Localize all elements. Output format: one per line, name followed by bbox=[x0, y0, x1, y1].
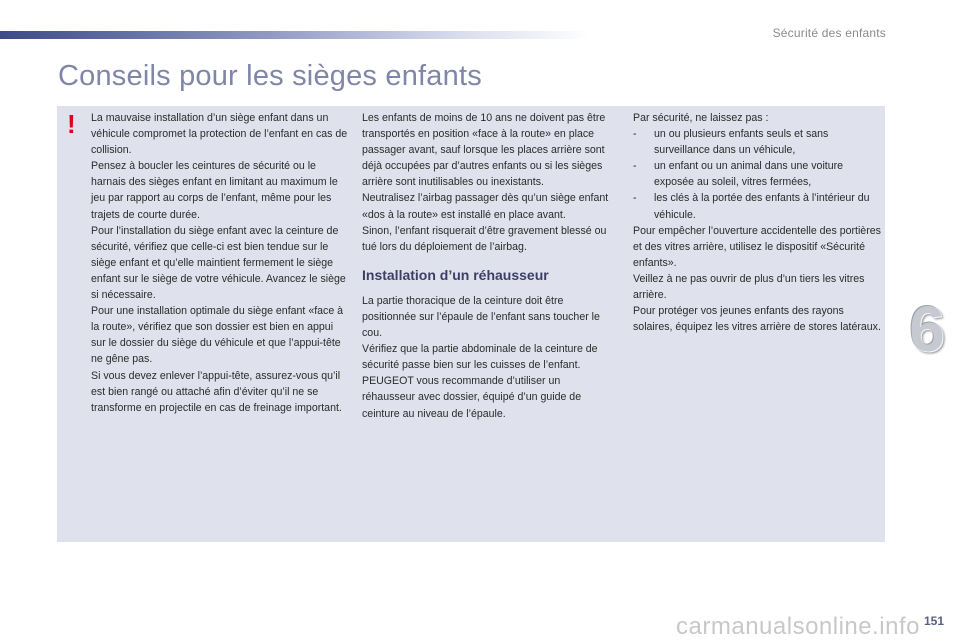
list-marker: - bbox=[633, 160, 637, 173]
warning-icon: ! bbox=[67, 109, 76, 139]
chapter-number: 6 bbox=[909, 293, 945, 365]
paragraph: Sinon, l’enfant risquerait d’être gravement blessé ou tué lors du déploiement de l’airbag. bbox=[362, 224, 607, 253]
list-intro: Par sécurité, ne laissez pas : bbox=[633, 112, 769, 124]
header-accent-bar bbox=[0, 31, 590, 39]
section-title: Sécurité des enfants bbox=[772, 26, 886, 40]
paragraph: Les enfants de moins de 10 ans ne doivent pas être transportés en position «face à la route» en place passager avant, sauf lorsque les places arrière sont déjà occupées par d’autres enfants ou si les sièges arrière sont inutilisables ou inexistants. bbox=[362, 112, 606, 189]
paragraph: Neutralisez l’airbag passager dès qu’un siège enfant «dos à la route» est installé en place avant. bbox=[362, 192, 609, 221]
column-front-seat-text bbox=[362, 110, 612, 422]
watermark: carmanualsonline.info bbox=[676, 613, 920, 640]
paragraph: Pour protéger vos jeunes enfants des rayons solaires, équipez les vitres arrière de stores latéraux. bbox=[633, 305, 881, 334]
paragraph: Pour empêcher l’ouverture accidentelle des portières et des vitres arrière, utilisez le dispositif «Sécurité enfants». bbox=[633, 224, 881, 269]
paragraph: Vérifiez que la partie abdominale de la ceinture de sécurité passe bien sur les cuisses de l’enfant. bbox=[362, 343, 598, 372]
page-title: Conseils pour les sièges enfants bbox=[58, 60, 482, 92]
paragraph: Veillez à ne pas ouvrir de plus d’un tiers les vitres arrière. bbox=[633, 272, 865, 302]
page-number: 151 bbox=[923, 614, 944, 628]
list-item-text: un ou plusieurs enfants seuls et sans surveillance dans un véhicule, bbox=[654, 128, 829, 157]
list-item-text: un enfant ou un animal dans une voiture exposée au soleil, vitres fermées, bbox=[654, 160, 844, 189]
list-marker: - bbox=[633, 128, 637, 141]
column-warning-text bbox=[91, 110, 349, 416]
paragraph: Pensez à boucler les ceintures de sécurité ou le harnais des sièges enfant en limitant au maximum le jeu par rapport au corps de l’enfant, même pour les trajets de courte durée. bbox=[91, 160, 338, 221]
paragraph: Si vous devez enlever l’appui-tête, assurez-vous qu’il est bien rangé ou attaché afin d’éviter qu’il ne se transforme en projectile en cas de freinage important. bbox=[91, 369, 342, 414]
paragraph: Pour l’installation du siège enfant avec la ceinture de sécurité, vérifiez que celle-ci est bien tendue sur le siège enfant et qu’elle maintient fermement le siège enfant sur le siège de votre véhicule. Avancez le siège si nécessaire. bbox=[91, 224, 346, 302]
list-marker: - bbox=[633, 192, 637, 205]
paragraph: La partie thoracique de la ceinture doit être positionnée sur l’épaule de l’enfant sans toucher le cou. bbox=[362, 294, 600, 340]
list-item bbox=[633, 190, 881, 222]
list-item bbox=[633, 126, 881, 158]
paragraph: Pour une installation optimale du siège enfant «face à la route», vérifiez que son dossier est bien en appui sur le dossier du siège du véhicule et que l’appui-tête ne gêne pas. bbox=[91, 305, 344, 366]
list-item-text: les clés à la portée des enfants à l’intérieur du véhicule. bbox=[654, 192, 870, 221]
paragraph: La mauvaise installation d’un siège enfant dans un véhicule compromet la protection de l’enfant en cas de collision. bbox=[91, 112, 348, 157]
booster-seat-heading: Installation d’un réhausseur bbox=[362, 266, 549, 283]
list-item bbox=[633, 158, 881, 190]
column-safety-text bbox=[633, 110, 881, 335]
paragraph: PEUGEOT vous recommande d’utiliser un réhausseur avec dossier, équipé d’un guide de ceinture au niveau de l’épaule. bbox=[362, 375, 582, 420]
